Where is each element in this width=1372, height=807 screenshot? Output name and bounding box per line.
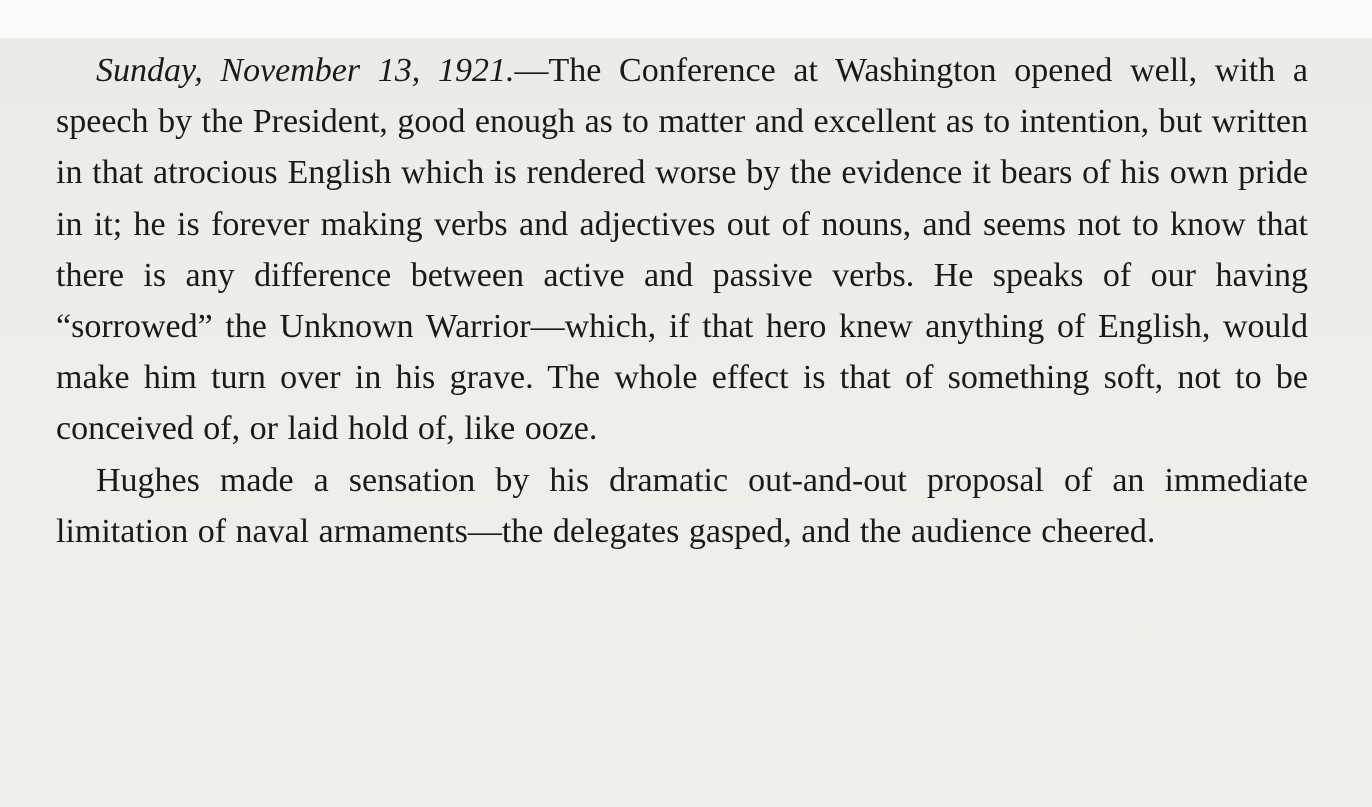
entry-paragraph-2: Hughes made a sensation by his dramatic out-and-out proposal of an immediate limitation of naval armaments—the delegates gasped, and the audience cheered. — [56, 461, 1308, 550]
entry-dateline: Sunday, November 13, 1921. — [96, 52, 515, 89]
dateline-dash: — — [514, 52, 549, 89]
diary-entry — [56, 45, 1308, 557]
entry-paragraph-1-text: The Conference at Washington opened well, with a speech by the President, good enough as to matter and excellent as to intention, but written in that atrocious English which is rendered worse by the evidence it bears of his own pride in it; he is forever making verbs and adjectives out of nouns, and seems not to know that there is any difference between active and passive verbs. He speaks of our having “sorrowed” the Unknown Warrior—which, if that hero knew anything of English, would make him turn over in his grave. The whole effect is that of something soft, not to be conceived of, or laid hold of, like ooze. — [56, 52, 1309, 448]
book-page — [0, 38, 1372, 807]
scan-top-margin — [0, 0, 1372, 38]
entry-paragraph-1 — [56, 45, 1308, 455]
